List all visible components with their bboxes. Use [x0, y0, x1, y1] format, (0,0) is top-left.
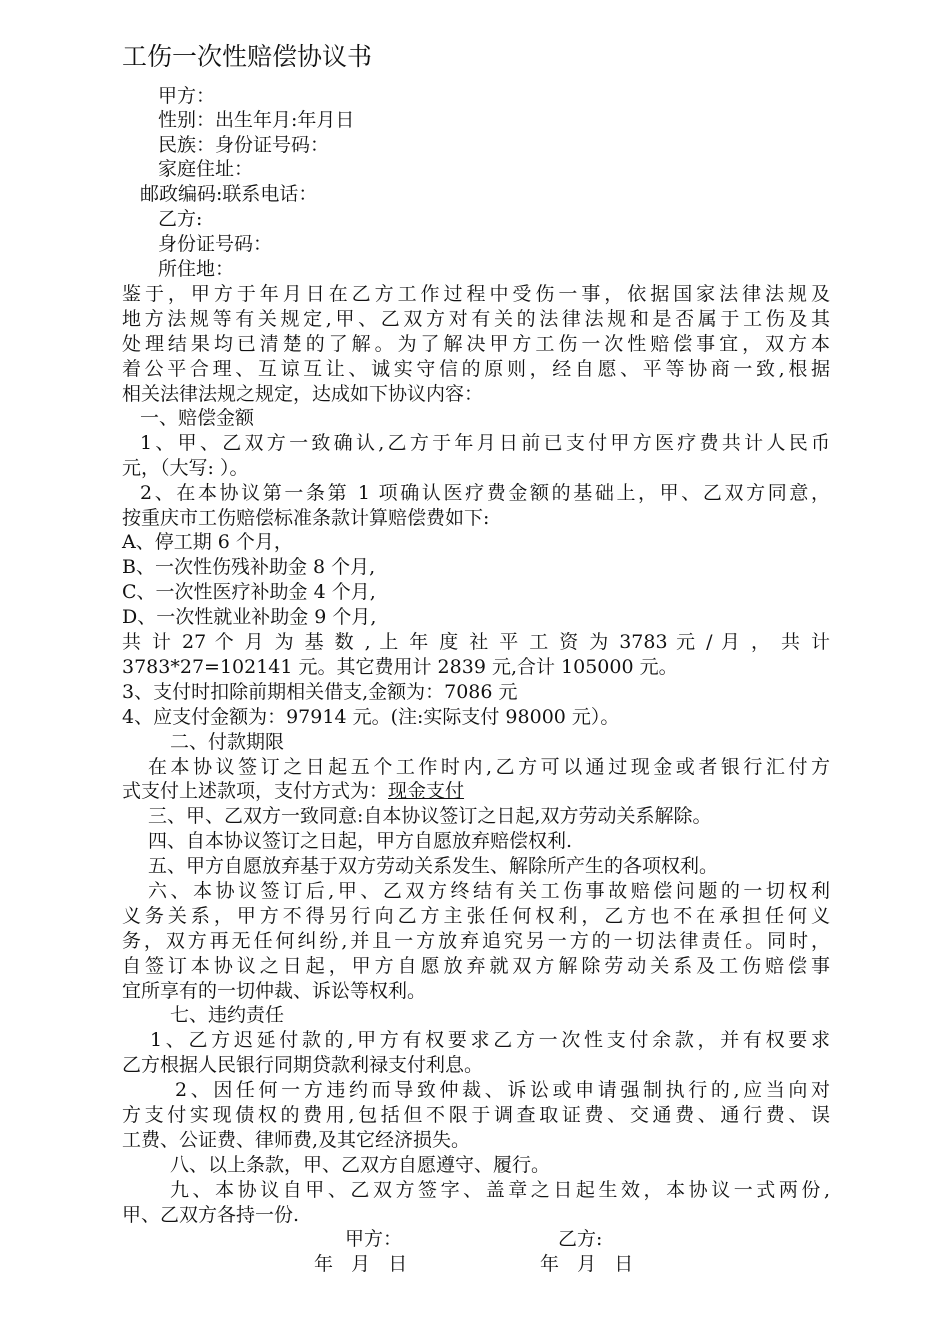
- section-2-heading: 二、付款期限: [170, 731, 285, 753]
- section-7-item-1: 1、乙方迟延付款的,甲方有权要求乙方一次性支付余款，并有权要求: [150, 1029, 830, 1051]
- section-1-heading: 一、赔偿金额: [140, 407, 255, 429]
- sub-item-d: D、一次性就业补助金 9 个月,: [122, 606, 377, 628]
- section-6-line: 义务关系，甲方不得另行向乙方主张任何权利，乙方也不在承担任何义: [122, 905, 830, 927]
- preamble-line: 着公平合理、互谅互让、诚实守信的原则，经自愿、平等协商一致,根据: [122, 358, 830, 380]
- section-6-line: 自签订本协议之日起，甲方自愿放弃就双方解除劳动关系及工伤赔偿事: [122, 955, 830, 977]
- party-a-ethnic-id: 民族：身份证号码：: [158, 134, 330, 156]
- section-5: 五、甲方自愿放弃基于双方劳动关系发生、解除所产生的各项权利。: [148, 855, 719, 877]
- section-6-line: 务，双方再无任何纠纷,并且一方放弃追究另一方的一切法律责任。同时，: [122, 930, 830, 952]
- party-a-postal-phone: 邮政编码:联系电话：: [140, 183, 318, 205]
- party-b-residence: 所住地：: [158, 258, 235, 280]
- preamble-line: 地方法规等有关规定,甲、乙双方对有关的法律法规和是否属于工伤及其: [122, 308, 830, 330]
- payment-method-value: 现金支付: [388, 780, 465, 802]
- section-1-item-1: 1、甲、乙双方一致确认,乙方于年月日前已支付甲方医疗费共计人民币: [140, 432, 830, 454]
- party-a-gender-birth: 性别：出生年月:年月日: [158, 109, 355, 131]
- section-8: 八、以上条款，甲、乙双方自愿遵守、履行。: [170, 1154, 551, 1176]
- preamble-line: 鉴于，甲方于年月日在乙方工作过程中受伤一事，依据国家法律法规及: [122, 283, 830, 305]
- signature-date-a: 年 月 日: [314, 1253, 408, 1275]
- party-b-label: 乙方:: [158, 208, 203, 230]
- section-7-item-1-cont: 乙方根据人民银行同期贷款利禄支付利息。: [122, 1054, 484, 1076]
- section-7-item-2-cont: 方支付实现债权的费用,包括但不限于调查取证费、交通费、通行费、误: [122, 1104, 830, 1126]
- signature-date-b: 年 月 日: [540, 1253, 634, 1275]
- section-1-item-4: 4、应支付金额为：97914 元。(注:实际支付 98000 元）。: [122, 706, 620, 728]
- section-1-item-1-cont: 元，（大写: ）。: [122, 457, 249, 479]
- signature-party-b: 乙方:: [558, 1228, 603, 1250]
- section-1-item-2-cont: 按重庆市工伤赔偿标准条款计算赔偿费如下:: [122, 507, 490, 529]
- party-a-address: 家庭住址：: [158, 158, 254, 180]
- section-6-line: 六、本协议签订后,甲、乙双方终结有关工伤事故赔偿问题的一切权利: [148, 880, 830, 902]
- section-9-line: 九、本协议自甲、乙双方签字、盖章之日起生效，本协议一式两份,: [170, 1179, 830, 1201]
- document-title: 工伤一次性赔偿协议书: [122, 42, 373, 71]
- signature-party-a: 甲方：: [345, 1228, 403, 1250]
- section-1-item-2: 2、在本协议第一条第 1 项确认医疗费金额的基础上，甲、乙双方同意，: [140, 482, 830, 504]
- section-2-line: 在本协议签订之日起五个工作时内,乙方可以通过现金或者银行汇付方: [148, 756, 830, 778]
- payment-method-prefix: 式支付上述款项，支付方式为：: [122, 780, 389, 802]
- party-a-label: 甲方：: [158, 85, 216, 107]
- section-6-line: 宜所享有的一切仲裁、诉讼等权利。: [122, 980, 427, 1002]
- section-2-line: [122, 779, 464, 804]
- section-7-heading: 七、违约责任: [170, 1004, 285, 1026]
- total-line: 共 计 27 个 月 为 基 数 , 上 年 度 社 平 工 资 为 3783 元 / 月 ， 共 计: [122, 631, 830, 653]
- section-1-item-3: 3、支付时扣除前期相关借支,金额为：7086 元: [122, 681, 518, 703]
- sub-item-b: B、一次性伤残补助金 8 个月,: [122, 556, 376, 578]
- sub-item-c: C、一次性医疗补助金 4 个月,: [122, 581, 376, 603]
- sub-item-a: A、停工期 6 个月，: [122, 531, 293, 553]
- party-b-id: 身份证号码：: [158, 233, 273, 255]
- section-7-item-2-cont: 工费、公证费、律师费,及其它经济损失。: [122, 1129, 471, 1151]
- preamble-line: 相关法律法规之规定，达成如下协议内容：: [122, 383, 484, 405]
- section-9-line: 甲、乙双方各持一份.: [122, 1204, 300, 1226]
- preamble-line: 处理结果均已清楚的了解。为了解决甲方工伤一次性赔偿事宜，双方本: [122, 333, 830, 355]
- total-line-cont: 3783*27=102141 元。其它费用计 2839 元,合计 105000 元。: [122, 656, 678, 678]
- section-7-item-2: 2、因任何一方违约而导致仲裁、诉讼或申请强制执行的,应当向对: [175, 1079, 830, 1101]
- section-4: 四、自本协议签订之日起，甲方自愿放弃赔偿权利.: [148, 830, 573, 852]
- section-3: 三、甲、乙双方一致同意:自本协议签订之日起,双方劳动关系解除。: [148, 805, 712, 827]
